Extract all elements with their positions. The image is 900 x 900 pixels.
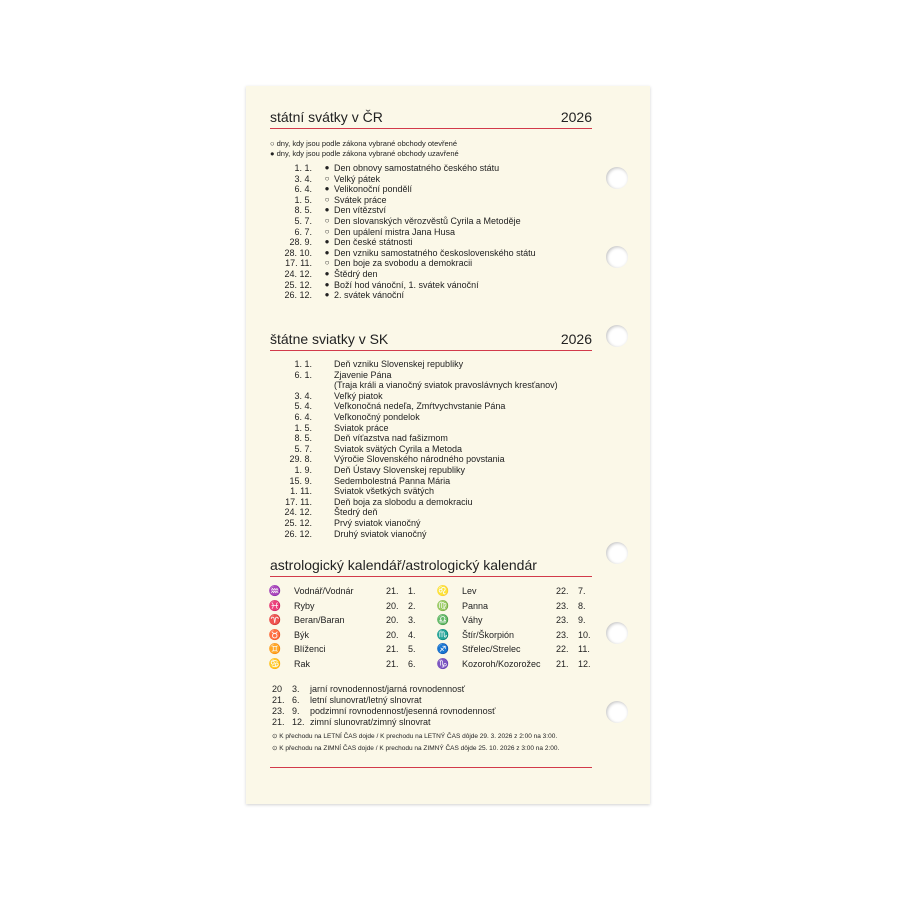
- season-name: zimní slunovrat/zimný slnovrat: [310, 717, 431, 727]
- list-item: [270, 412, 600, 423]
- holiday-date: 28. 10.: [284, 247, 312, 258]
- sk-year: 2026: [560, 331, 592, 347]
- zodiac-name: Panna: [462, 600, 489, 611]
- virgo-icon: ♍: [436, 600, 450, 612]
- list-item: [270, 163, 600, 174]
- cz-title: státní svátky v ČR: [270, 109, 383, 125]
- holiday-name: Prvý sviatok vianočný: [334, 517, 421, 528]
- astro-title: astrologický kalendář/astrologický kalendár: [270, 557, 537, 573]
- open-circle-icon: ○: [324, 258, 330, 268]
- season-row: [272, 717, 592, 728]
- zodiac-row: [436, 601, 596, 615]
- holiday-date: 8. 5.: [294, 433, 312, 444]
- holiday-name: Veľký piatok: [334, 390, 383, 401]
- holiday-date: 25. 12.: [284, 279, 312, 290]
- zodiac-month: 3.: [408, 615, 416, 625]
- libra-icon: ♎: [436, 615, 450, 626]
- holiday-name: Velký pátek: [334, 173, 381, 184]
- zodiac-row: [436, 659, 596, 673]
- holiday-name: Veľkonočný pondelok: [334, 411, 420, 422]
- capricorn-icon: ♑: [436, 658, 450, 670]
- holiday-date: 17. 11.: [285, 258, 312, 269]
- holiday-name: Sviatok svätých Cyrila a Metoda: [334, 443, 463, 454]
- filled-circle-icon: ●: [324, 290, 330, 300]
- season-day: 21.: [272, 717, 285, 727]
- list-item: [270, 174, 600, 185]
- list-item: [270, 237, 600, 248]
- holiday-date: 6. 4.: [294, 184, 312, 195]
- holiday-date: 1. 11.: [290, 486, 312, 497]
- zodiac-row: [436, 644, 596, 658]
- holiday-name: Svátek práce: [334, 194, 387, 205]
- legend-closed-text: dny, kdy jsou podle zákona vybrané obchody uzavřené: [276, 149, 459, 158]
- list-item: [270, 290, 600, 301]
- holiday-name: 2. svátek vánoční: [334, 290, 405, 301]
- holiday-name: Deň víťazstva nad fašizmom: [334, 433, 448, 444]
- season-name: podzimní rovnodennost/jesenná rovnodennosť: [310, 706, 496, 716]
- seasons-list: [272, 684, 592, 728]
- holiday-name: Sedembolestná Panna Mária: [334, 475, 451, 486]
- zodiac-day: 21.: [386, 586, 399, 596]
- list-item: [270, 216, 600, 227]
- holiday-date: 28. 9.: [289, 237, 312, 248]
- list-item: [270, 529, 600, 540]
- dst-winter-text: K přechodu na ZIMNÍ ČAS dojde / K prechodu na ZIMNÝ ČAS dôjde 25. 10. 2026 z 3:00 na 2:00.: [279, 745, 560, 752]
- holiday-date: 25. 12.: [284, 517, 312, 528]
- zodiac-name: Štír/Škorpión: [462, 629, 515, 640]
- zodiac-name: Lev: [462, 586, 477, 596]
- cz-year: 2026: [560, 109, 592, 125]
- list-item: [270, 476, 600, 487]
- season-month: 6.: [292, 695, 300, 705]
- holiday-date: 6. 4.: [294, 411, 312, 422]
- holiday-name: Den vítězství: [334, 205, 387, 216]
- holiday-name: Sviatok všetkých svätých: [334, 486, 435, 497]
- legend-open: [270, 139, 459, 149]
- holiday-name: Den boje za svobodu a demokracii: [334, 258, 473, 269]
- clock-icon: ⊙: [272, 745, 278, 752]
- zodiac-name: Váhy: [462, 615, 483, 625]
- cancer-icon: ♋: [268, 658, 282, 670]
- list-item: [270, 184, 600, 195]
- zodiac-row: [268, 615, 428, 629]
- filled-circle-icon: ●: [324, 247, 330, 257]
- aquarius-icon: ♒: [268, 586, 282, 597]
- holiday-date: 26. 12.: [284, 528, 312, 539]
- zodiac-month: 5.: [408, 644, 416, 654]
- taurus-icon: ♉: [268, 629, 282, 641]
- holiday-date: 5. 7.: [294, 443, 312, 454]
- list-item: [270, 401, 600, 412]
- list-item: [270, 380, 600, 391]
- zodiac-row: [268, 659, 428, 673]
- holiday-name: Deň Ústavy Slovenskej republiky: [334, 464, 466, 475]
- zodiac-row: [268, 586, 428, 600]
- list-item: [270, 359, 600, 370]
- holiday-name: Štědrý den: [334, 268, 378, 279]
- holiday-date: 3. 4.: [294, 173, 312, 184]
- zodiac-month: 1.: [408, 586, 416, 596]
- punch-hole: [606, 246, 628, 268]
- list-item: [270, 444, 600, 455]
- sk-section-header: [270, 330, 592, 351]
- holiday-date: 29. 8.: [289, 454, 312, 465]
- holiday-name: Druhý sviatok vianočný: [334, 528, 427, 539]
- season-month: 12.: [292, 717, 305, 727]
- zodiac-row: [268, 601, 428, 615]
- season-row: [272, 706, 592, 717]
- list-item: [270, 280, 600, 291]
- zodiac-month: 6.: [408, 658, 416, 669]
- list-item: [270, 195, 600, 206]
- zodiac-day: 21.: [556, 658, 569, 669]
- zodiac-name: Býk: [294, 629, 310, 640]
- holiday-name: Velikonoční pondělí: [334, 184, 413, 195]
- list-item: [270, 248, 600, 259]
- list-item: [270, 518, 600, 529]
- open-circle-icon: ○: [324, 226, 330, 236]
- season-day: 23.: [272, 706, 285, 716]
- punch-hole: [606, 325, 628, 347]
- zodiac-day: 23.: [556, 600, 569, 611]
- sk-holiday-list: [270, 359, 600, 539]
- zodiac-row: [268, 644, 428, 658]
- list-item: [270, 205, 600, 216]
- zodiac-month: 2.: [408, 600, 416, 611]
- zodiac-day: 21.: [386, 644, 399, 654]
- holiday-date: 5. 4.: [294, 401, 312, 412]
- zodiac-name: Vodnář/Vodnár: [294, 586, 354, 596]
- list-item: [270, 465, 600, 476]
- zodiac-name: Kozoroh/Kozorožec: [462, 658, 541, 669]
- holiday-date: 6. 1.: [294, 369, 312, 380]
- holiday-name: Štedrý deň: [334, 507, 378, 518]
- open-circle-icon: ○: [324, 215, 330, 225]
- holiday-date: 8. 5.: [294, 205, 312, 216]
- holiday-date: 24. 12.: [284, 507, 312, 518]
- zodiac-name: Rak: [294, 658, 311, 669]
- bottom-rule: [270, 767, 592, 768]
- zodiac-day: 23.: [556, 615, 569, 625]
- zodiac-month: 4.: [408, 629, 416, 640]
- filled-circle-icon: ●: [324, 205, 330, 215]
- zodiac-name: Beran/Baran: [294, 615, 345, 625]
- season-row: [272, 684, 592, 695]
- holiday-date: 1. 9.: [294, 464, 312, 475]
- list-item: [270, 269, 600, 280]
- list-item: [270, 486, 600, 497]
- pisces-icon: ♓: [268, 600, 282, 612]
- list-item: [270, 391, 600, 402]
- holiday-date: 15. 9.: [289, 475, 312, 486]
- list-item: [270, 370, 600, 381]
- zodiac-month: 10.: [578, 629, 591, 640]
- season-row: [272, 695, 592, 706]
- zodiac-day: 23.: [556, 629, 569, 640]
- leo-icon: ♌: [436, 586, 450, 597]
- zodiac-month: 12.: [578, 658, 591, 669]
- holiday-name: Den vzniku samostatného československého státu: [334, 247, 536, 258]
- season-day: 21.: [272, 695, 285, 705]
- zodiac-row: [268, 630, 428, 644]
- sk-title: štátne sviatky v SK: [270, 331, 389, 347]
- zodiac-row: [436, 586, 596, 600]
- season-day: 20: [272, 684, 283, 694]
- holiday-name: Den slovanských věrozvěstů Cyrila a Metoděje: [334, 215, 521, 226]
- dst-summer-note: [272, 732, 557, 740]
- holiday-date: 6. 7.: [294, 226, 312, 237]
- dst-summer-text: K přechodu na LETNÍ ČAS dojde / K prechodu na LETNÝ ČAS dôjde 29. 3. 2026 z 2:00 na 3:00.: [279, 733, 558, 740]
- holiday-date: 1. 1.: [294, 163, 312, 173]
- zodiac-name: Ryby: [294, 600, 315, 611]
- zodiac-day: 20.: [386, 615, 399, 625]
- list-item: [270, 227, 600, 238]
- zodiac-month: 7.: [578, 586, 586, 596]
- zodiac-day: 22.: [556, 586, 569, 596]
- list-item: [270, 433, 600, 444]
- holiday-date: 26. 12.: [284, 290, 312, 301]
- open-circle-icon: ○: [324, 173, 330, 183]
- zodiac-day: 21.: [386, 658, 399, 669]
- holiday-name: (Traja králi a vianočný sviatok pravoslávnych kresťanov): [334, 380, 558, 391]
- filled-circle-icon: ●: [324, 163, 330, 172]
- list-item: [270, 258, 600, 269]
- holiday-date: 17. 11.: [285, 496, 312, 507]
- season-month: 3.: [292, 684, 300, 694]
- season-name: letní slunovrat/letný slnovrat: [310, 695, 422, 705]
- legend-closed: [270, 149, 459, 159]
- open-circle-icon: ○: [270, 139, 275, 148]
- aries-icon: ♈: [268, 615, 282, 626]
- cz-holiday-list: [270, 163, 600, 301]
- holiday-name: Zjavenie Pána: [334, 369, 392, 380]
- holiday-name: Veľkonočná nedeľa, Zmŕtvychvstanie Pána: [334, 401, 506, 412]
- zodiac-month: 11.: [578, 644, 590, 654]
- holiday-name: Sviatok práce: [334, 422, 389, 433]
- holiday-date: 3. 4.: [294, 390, 312, 401]
- zodiac-month: 8.: [578, 600, 586, 611]
- holiday-name: Deň boja za slobodu a demokraciu: [334, 496, 473, 507]
- clock-icon: ⊙: [272, 733, 278, 740]
- sagittarius-icon: ♐: [436, 644, 450, 655]
- punch-hole: [606, 167, 628, 189]
- punch-hole: [606, 701, 628, 723]
- filled-circle-icon: ●: [324, 237, 330, 247]
- holiday-date: 1. 5.: [294, 422, 312, 433]
- astro-section-header: [270, 556, 592, 577]
- dst-winter-note: [272, 744, 559, 752]
- zodiac-day: 20.: [386, 600, 399, 611]
- holiday-name: Den upálení mistra Jana Husa: [334, 226, 456, 237]
- filled-circle-icon: ●: [324, 268, 330, 278]
- zodiac-name: Střelec/Strelec: [462, 644, 521, 654]
- filled-circle-icon: ●: [270, 149, 275, 158]
- holiday-date: 1. 5.: [294, 194, 312, 205]
- cz-legend: [270, 139, 459, 159]
- zodiac-row: [436, 615, 596, 629]
- holiday-name: Den české státnosti: [334, 237, 413, 248]
- zodiac-row: [436, 630, 596, 644]
- list-item: [270, 423, 600, 434]
- zodiac-day: 20.: [386, 629, 399, 640]
- holiday-name: Den obnovy samostatného českého státu: [334, 163, 500, 173]
- list-item: [270, 507, 600, 518]
- holiday-name: Deň vzniku Slovenskej republiky: [334, 359, 464, 369]
- season-name: jarní rovnodennost/jarná rovnodennosť: [310, 684, 465, 694]
- holiday-date: 1. 1.: [294, 359, 312, 369]
- season-month: 9.: [292, 706, 300, 716]
- list-item: [270, 497, 600, 508]
- filled-circle-icon: ●: [324, 279, 330, 289]
- legend-open-text: dny, kdy jsou podle zákona vybrané obchody otevřené: [276, 139, 458, 148]
- holiday-date: 24. 12.: [284, 268, 312, 279]
- punch-hole: [606, 622, 628, 644]
- cz-section-header: [270, 108, 592, 129]
- holiday-name: Výročie Slovenského národného povstania: [334, 454, 505, 465]
- holiday-date: 5. 7.: [294, 215, 312, 226]
- list-item: [270, 454, 600, 465]
- open-circle-icon: ○: [324, 194, 330, 204]
- zodiac-name: Blíženci: [294, 644, 326, 654]
- punch-hole: [606, 542, 628, 564]
- zodiac-day: 22.: [556, 644, 569, 654]
- zodiac-month: 9.: [578, 615, 586, 625]
- gemini-icon: ♊: [268, 644, 282, 655]
- holiday-name: Boží hod vánoční, 1. svátek vánoční: [334, 279, 479, 290]
- scorpio-icon: ♏: [436, 629, 450, 641]
- filled-circle-icon: ●: [324, 184, 330, 194]
